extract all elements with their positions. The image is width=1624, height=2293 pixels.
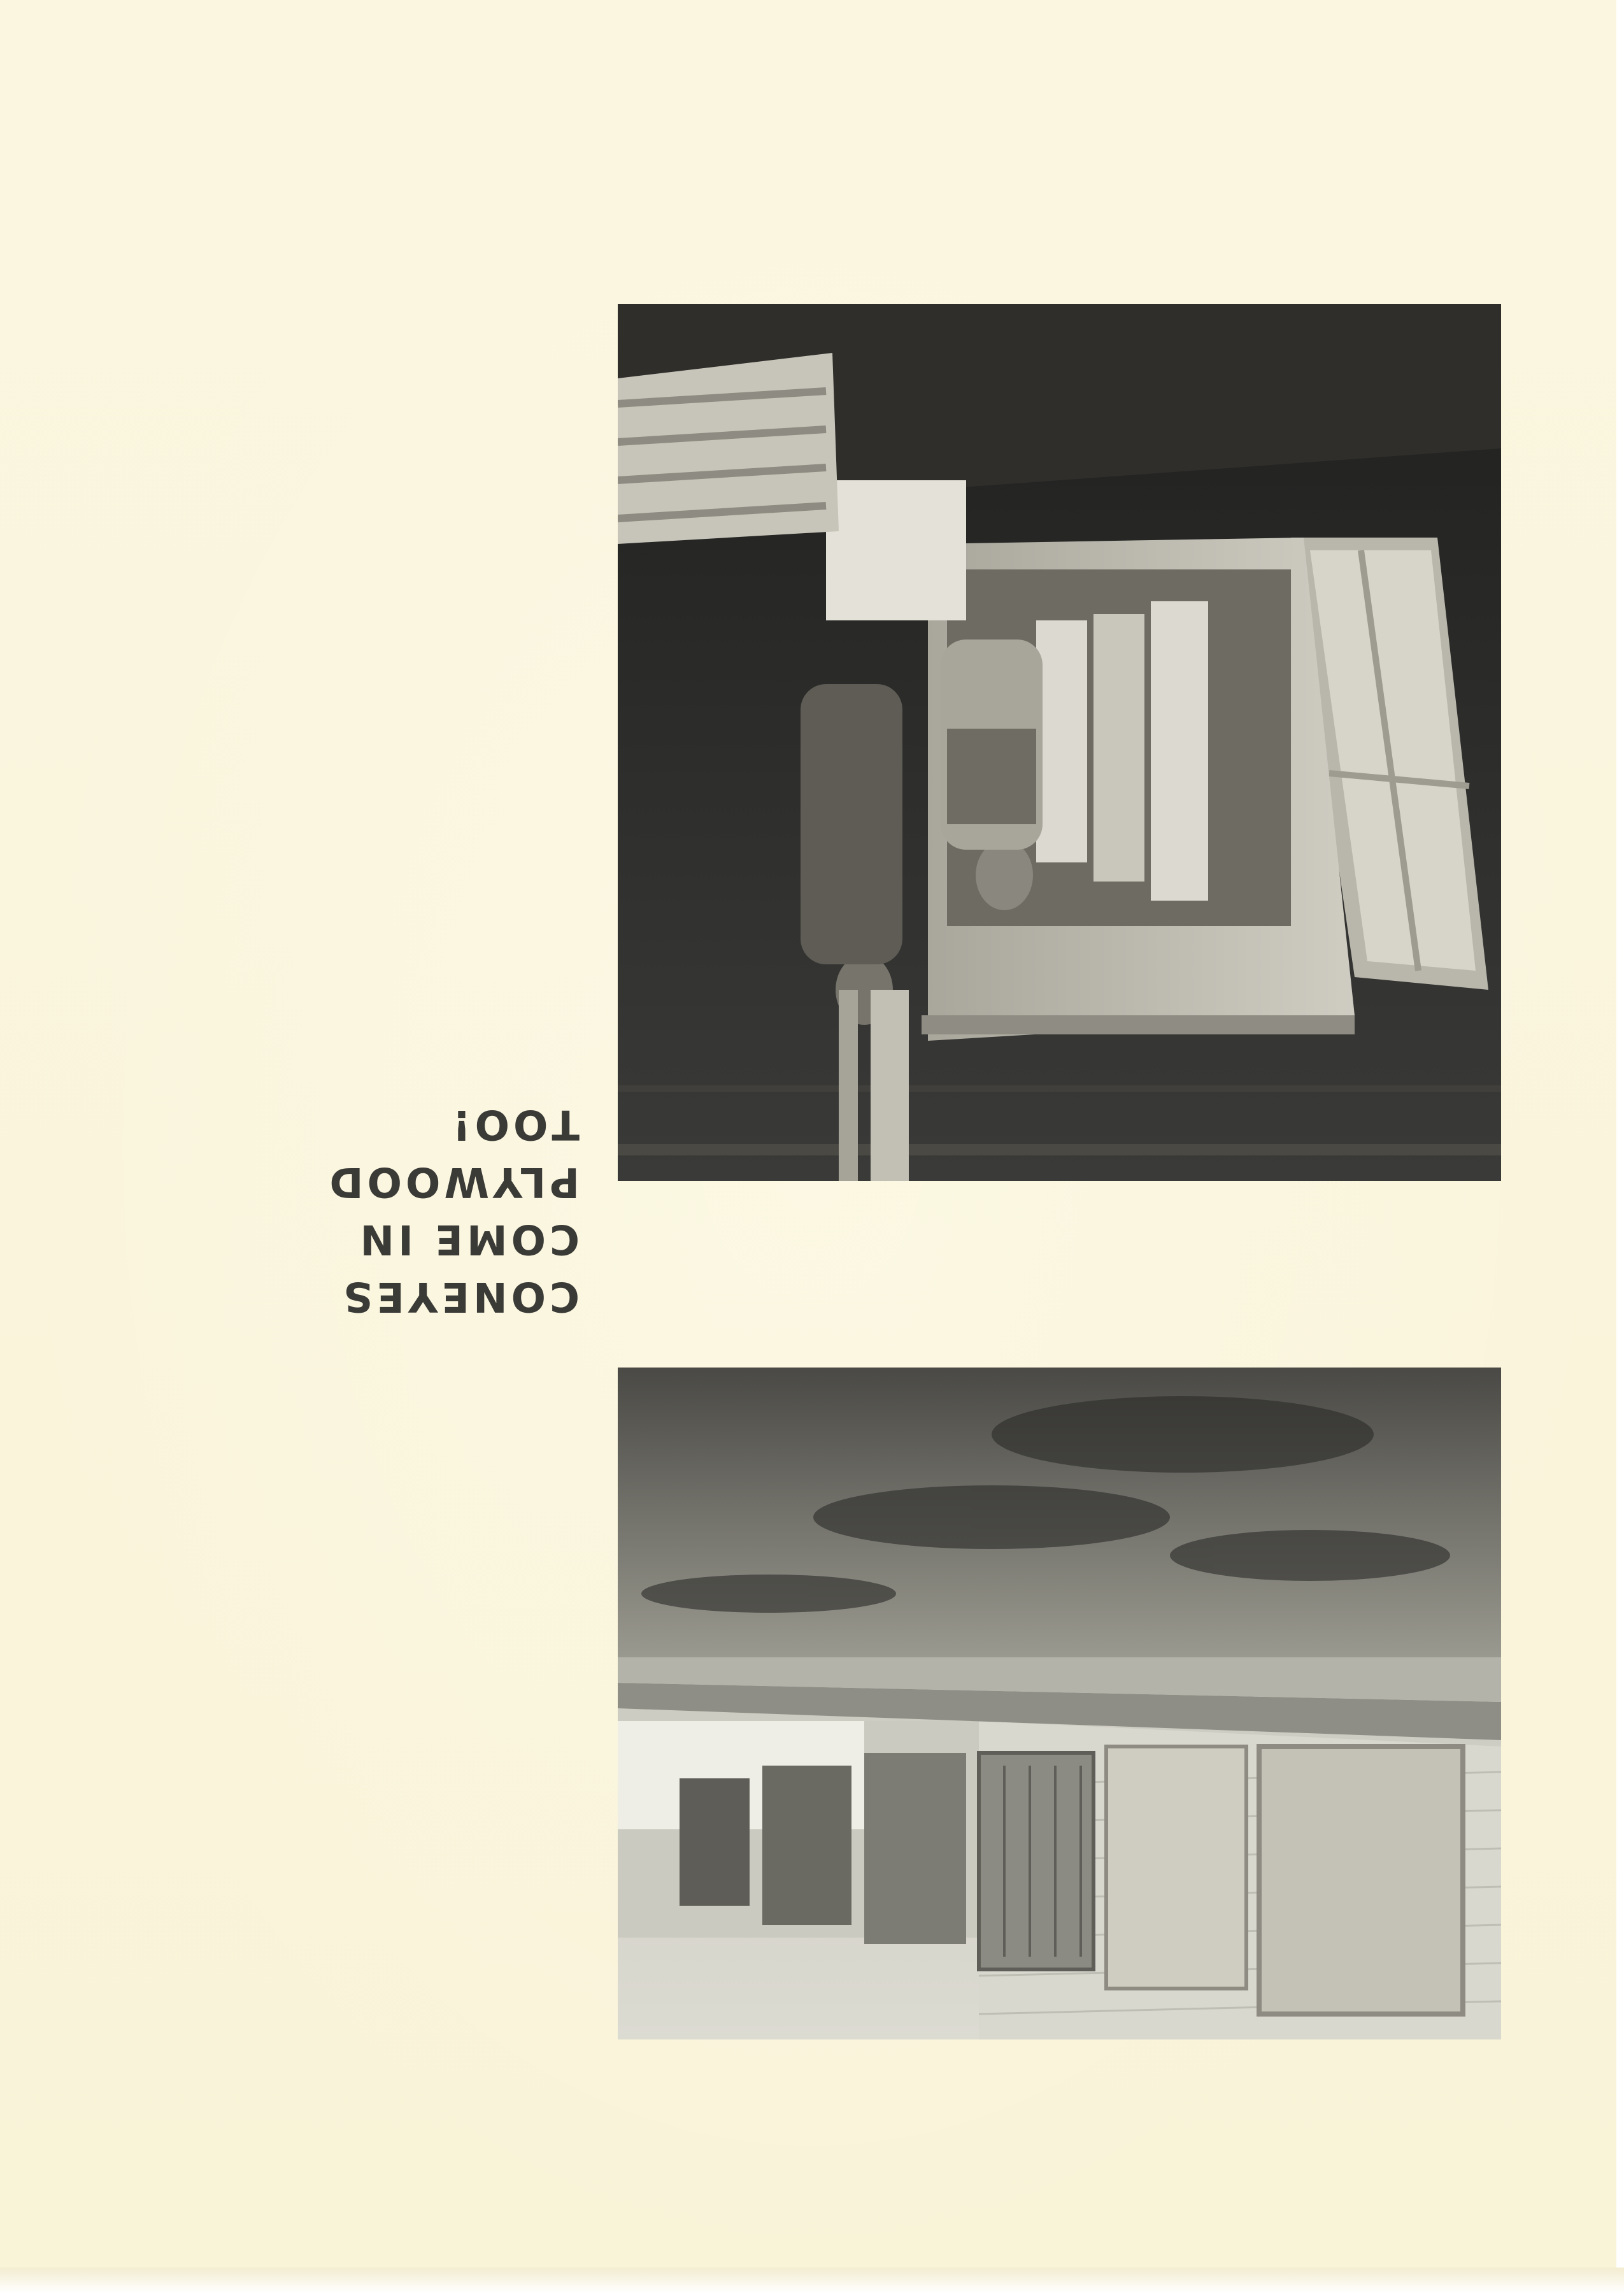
photo-crate-loading-image xyxy=(618,304,1501,1181)
headline xyxy=(185,1096,580,1325)
photo-crate-loading xyxy=(618,304,1501,1181)
headline-line-3: PLYWOOD xyxy=(325,1158,580,1205)
headline-line-1: CONEYES xyxy=(339,1273,580,1320)
photo-crates-along-wall-image xyxy=(618,1368,1501,2039)
photo-crates-along-wall xyxy=(618,1368,1501,2039)
headline-line-2: COME IN xyxy=(356,1215,580,1262)
scan-edge-bottom xyxy=(0,2268,1624,2293)
headline-line-4: TOO! xyxy=(448,1101,580,1148)
scan-edge-right xyxy=(1616,0,1624,2293)
